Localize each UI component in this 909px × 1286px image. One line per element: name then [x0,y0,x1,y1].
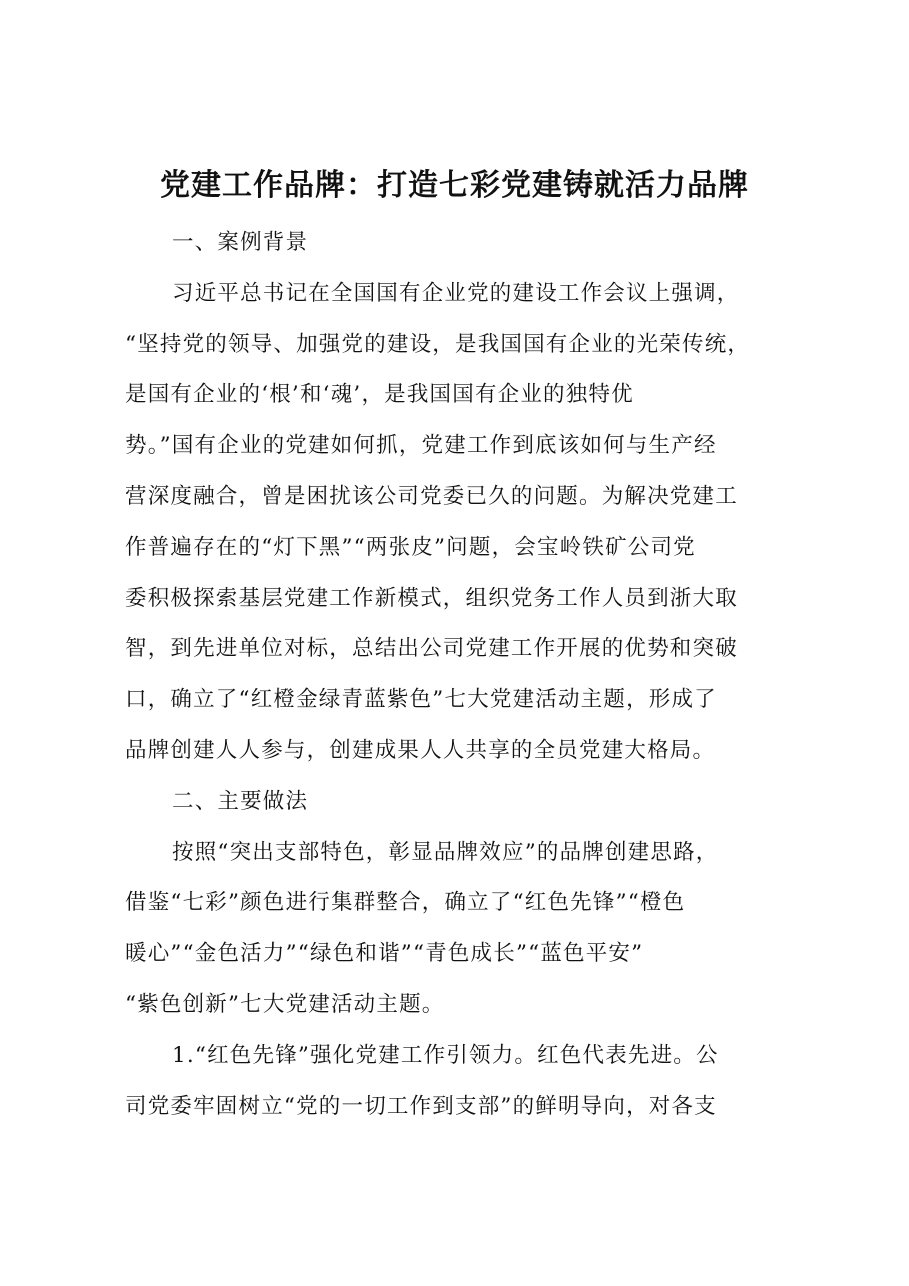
text-line: 作普遍存在的“灯下黑”“两张皮”问题，会宝岭铁矿公司党 [125,534,696,560]
text-line: 一、案例背景 [172,230,309,255]
text-line: “坚持党的领导、加强党的建设，是我国国有企业的光荣传统， [125,331,751,357]
text-line: 品牌创建人人参与，创建成果人人共享的全员党建大格局。 [125,737,716,763]
text-line: 借鉴“七彩”颜色进行集群整合，确立了“红色先锋”“橙色 [125,890,686,916]
text-line: 是国有企业的‘根’和‘魂’，是我国国有企业的独特优 [125,382,634,408]
document-title: 党建工作品牌：打造七彩党建铸就活力品牌 [160,168,749,203]
text-line: 司党委牢固树立“党的一切工作到支部”的鲜明导向，对各支 [125,1093,717,1119]
document-body [125,218,789,1132]
text-line: 势。”国有企业的党建如何抓，党建工作到底该如何与生产经 [125,433,717,459]
text-line: 智，到先进单位对标，总结出公司党建工作开展的优势和突破 [125,636,738,662]
text-line: 习近平总书记在全国国有企业党的建设工作会议上强调， [172,280,740,306]
text-line: 二、主要做法 [172,788,309,814]
text-line: 口，确立了“红橙金绿青蓝紫色”七大党建活动主题，形成了 [125,687,717,713]
text-line: 1.“红色先锋”强化党建工作引领力。红色代表先进。公 [172,1042,719,1068]
text-line: “紫色创新”七大党建活动主题。 [125,991,445,1017]
text-line: 营深度融合，曾是困扰该公司党委已久的问题。为解决党建工 [125,483,738,509]
text-line: 按照“突出支部特色，彰显品牌效应”的品牌创建思路， [172,839,719,865]
text-line: 暖心”“金色活力”“绿色和谐”“青色成长”“蓝色平安” [125,941,644,967]
text-line: 委积极探索基层党建工作新模式，组织党务工作人员到浙大取 [125,585,738,611]
